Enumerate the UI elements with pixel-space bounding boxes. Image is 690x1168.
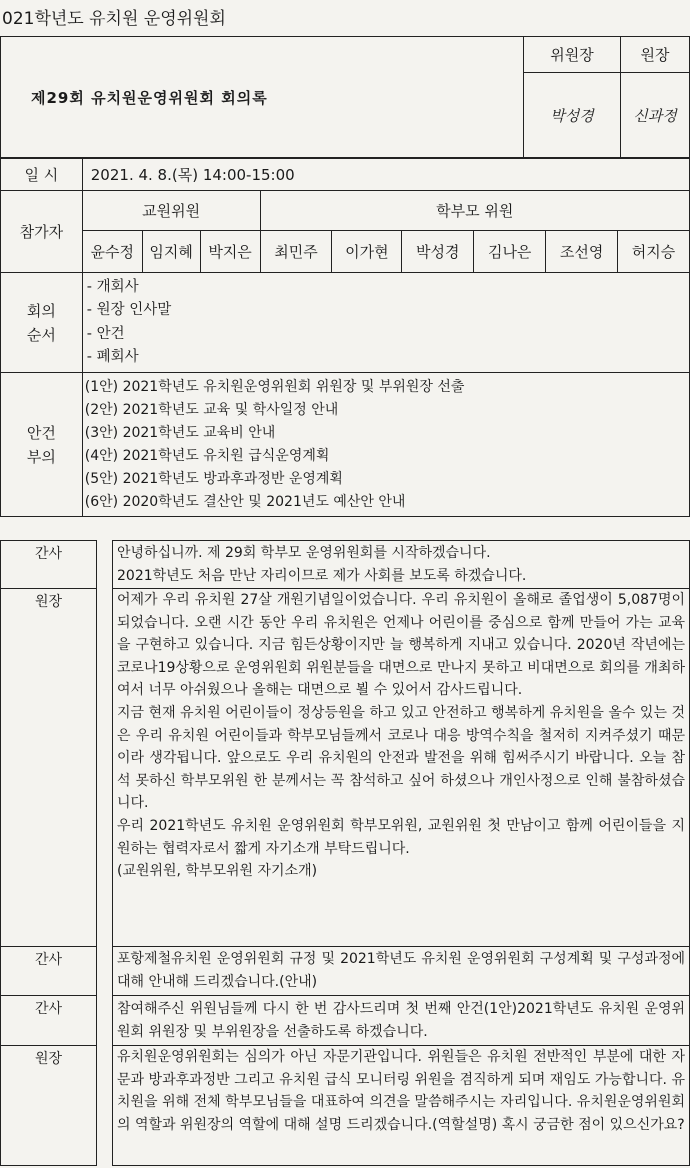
parent-name: 허지승 — [618, 231, 690, 273]
approval-header-chair: 위원장 — [524, 37, 621, 73]
spacer-cell — [97, 541, 113, 589]
order-item: - 개회사 — [86, 278, 139, 295]
speech-text — [113, 1046, 690, 1166]
title-block — [0, 36, 690, 158]
speech-text — [113, 947, 690, 996]
meeting-title: 제29회 유치원운영위원회 회의록 — [1, 37, 524, 158]
approval-header-director: 원장 — [621, 37, 690, 73]
speaker-label: 원장 — [1, 1046, 97, 1166]
signature-director: 신과정 — [621, 73, 690, 158]
speech-paragraph: 안녕하십니까. 제 29회 학부모 운영위원회를 시작하겠습니다. — [117, 544, 491, 561]
speaker-label: 간사 — [1, 996, 97, 1046]
speech-paragraph: 포항제철유치원 운영위원회 규정 및 2021학년도 유치원 운영위원회 구성계획 및 구성과정에 대해 안내해 드리겠습니다.(안내) — [117, 951, 685, 990]
parent-name: 최민주 — [260, 231, 332, 273]
speech-paragraph: 어제가 우리 유치원 27살 개원기념일이었습니다. 우리 유치원이 올해로 졸업생이 5,087명이 되었습니다. 오랜 시간 동안 우리 유치원은 언제나 어린이를 중심으로 함께 만들어 가는 교육을 구현하고 있습니다. 지금 힘든상황이지만 늘 행복하게 지내고 있습니다. 2020년 작년에는 코로나19상황으로 운영위원회 위원분들을 대면으로 만나지 못하고 비대면으로 회의를 개최하여서 너무 아쉬웠으나 올해는 대면으로 뵐 수 있어서 감사드립니다. — [117, 592, 685, 699]
speech-text — [113, 589, 690, 947]
spacer-cell — [97, 996, 113, 1046]
agenda-item: (6안) 2020학년도 결산안 및 2021년도 예산안 안내 — [84, 493, 406, 510]
agenda-label — [1, 373, 83, 517]
agenda-label-line: 부의 — [26, 447, 56, 466]
agenda-item: (3안) 2021학년도 교육비 안내 — [84, 424, 276, 441]
speech-text — [113, 996, 690, 1046]
order-item: - 원장 인사말 — [86, 302, 172, 318]
agenda-item: (1안) 2021학년도 유치원운영위원회 위원장 및 부위원장 선출 — [84, 378, 465, 395]
speech-paragraph: 참여해주신 위원님들께 다시 한 번 감사드리며 첫 번째 안건(1안)2021학년도 유치원 운영위원회 위원장 및 부위원장을 선출하도록 하겠습니다. — [117, 1000, 685, 1040]
order-label — [1, 273, 83, 373]
parent-name: 조선영 — [546, 231, 618, 273]
parent-name: 이가현 — [332, 231, 402, 273]
spacer-cell — [97, 589, 113, 947]
order-item: - 안건 — [86, 325, 125, 342]
document-heading: 021학년도 유치원 운영위원회 — [2, 9, 226, 29]
speech-paragraph: 우리 2021학년도 유치원 운영위원회 학부모위원, 교원위원 첫 만남이고 함께 어린이들을 지원하는 협력자로서 짧게 자기소개 부탁드립니다. — [117, 817, 685, 857]
date-label: 일 시 — [1, 159, 83, 191]
transcript-table — [0, 540, 690, 1166]
parent-group-label: 학부모 위원 — [260, 191, 689, 231]
attendees-label: 참가자 — [1, 191, 83, 273]
speech-paragraph: 유치원운영위원회는 심의가 아닌 자문기관입니다. 위원들은 유치원 전반적인 부분에 대한 자문과 방과후과정반 그리고 유치원 급식 모니터링 위원을 겸직하게 되며 재임도 가능합니다. 유치원을 위해 전체 학부모님들을 대표하여 의견을 말씀해주시는 자리입니다. 유치원운영위원회의 역할과 위원장의 역할에 대해 설명 드리겠습니다.(역할설명) 혹시 궁금한 점이 있으신가요? — [117, 1049, 685, 1133]
order-item: - 폐회사 — [86, 349, 139, 365]
meeting-info-table — [0, 158, 690, 517]
teacher-name: 윤수정 — [82, 231, 142, 273]
parent-name: 박성경 — [402, 231, 474, 273]
speech-paragraph: 2021학년도 처음 만난 자리이므로 제가 사회를 보도록 하겠습니다. — [117, 567, 527, 584]
parent-name: 김나은 — [474, 231, 546, 273]
agenda-item: (2안) 2021학년도 교육 및 학사일정 안내 — [84, 401, 339, 418]
teacher-group-label: 교원위원 — [82, 191, 260, 231]
signature-chair: 박성경 — [524, 73, 621, 158]
date-value: 2021. 4. 8.(목) 14:00-15:00 — [82, 159, 689, 191]
agenda-label-line: 안건 — [26, 423, 56, 442]
teacher-name: 임지혜 — [142, 231, 200, 273]
order-label-line: 회의 — [26, 301, 56, 320]
agenda-item: (5안) 2021학년도 방과후과정반 운영계획 — [84, 470, 343, 487]
spacer-cell — [97, 947, 113, 996]
speaker-label: 간사 — [1, 947, 97, 996]
order-label-line: 순서 — [26, 325, 56, 344]
teacher-name: 박지은 — [200, 231, 260, 273]
order-list — [82, 273, 689, 373]
agenda-item: (4안) 2021학년도 유치원 급식운영계획 — [84, 447, 330, 464]
speech-paragraph: 지금 현재 유치원 어린이들이 정상등원을 하고 있고 안전하고 행복하게 유치원을 올수 있는 것은 우리 유치원 어린이들과 학부모님들께서 코로나 대응 방역수칙을 철저히 지켜주셨기 때문이라 생각됩니다. 앞으로도 우리 유치원의 안전과 발전을 위해 힘써주시기 바랍니다. 오늘 참석 못하신 학부모위원 한 분께서는 꼭 참석하고 싶어 하셨으나 개인사정으로 인해 불참하셨습니다. — [117, 704, 685, 812]
speaker-label: 원장 — [1, 589, 97, 947]
speech-paragraph: (교원위원, 학부모위원 자기소개) — [117, 863, 318, 880]
speech-text — [113, 541, 690, 589]
agenda-list — [82, 373, 689, 517]
spacer-cell — [97, 1046, 113, 1166]
speaker-label: 간사 — [1, 541, 97, 589]
